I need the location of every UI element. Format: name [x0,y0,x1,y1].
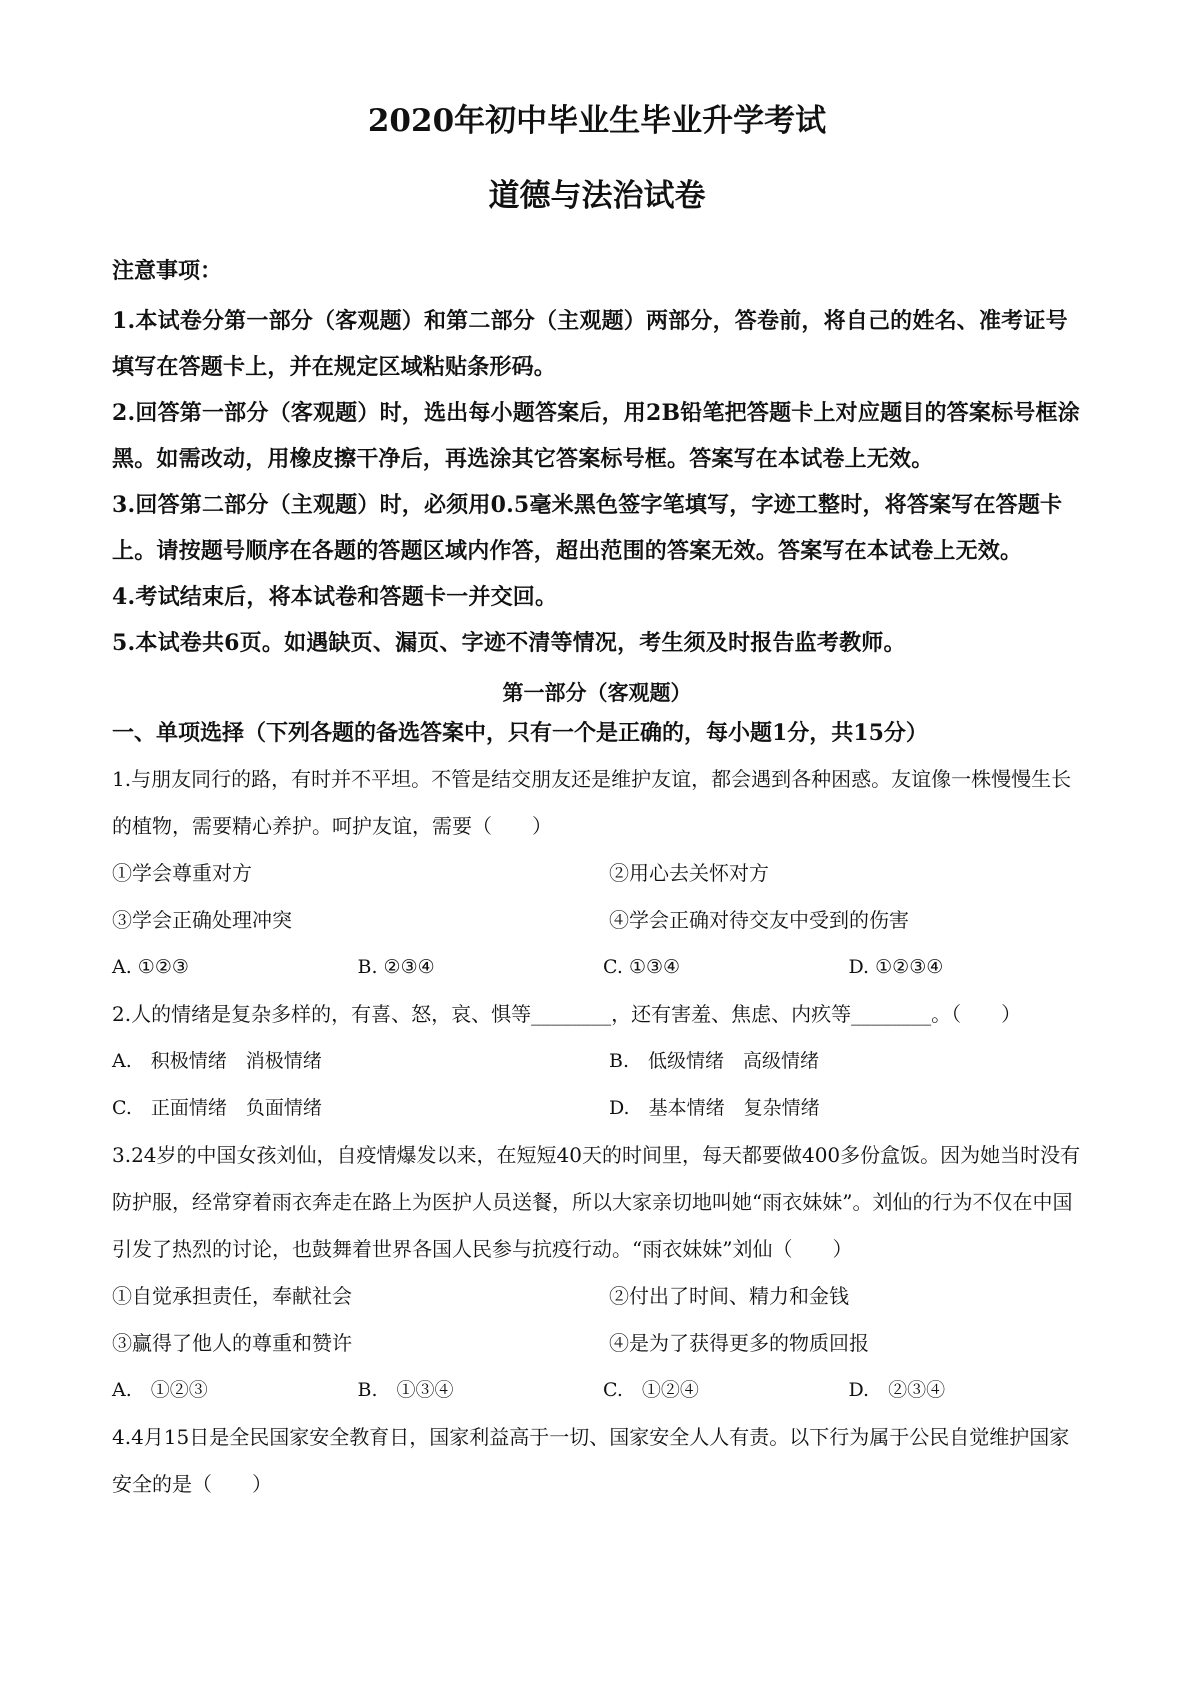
question-3 [112,1132,1082,1414]
question-4 [112,1414,1082,1508]
question-stem: 1.与朋友同行的路，有时并不平坦。不管是结交朋友还是维护友谊，都会遇到各种困惑。友谊像一株慢慢生长的植物，需要精心养护。呵护友谊，需要（ ） [112,767,1072,838]
statement-grid [112,850,1082,944]
question-stem: 2.人的情绪是复杂多样的，有喜、怒，哀、惧等________，还有害羞、焦虑、内疚等________。（ ） [112,1002,1022,1026]
exam-title: 2020年初中毕业生毕业升学考试 [367,103,827,139]
statement: ③学会正确处理冲突 [112,908,292,932]
notice-item: 5.本试卷共6页。如遇缺页、漏页、字迹不清等情况，考生须及时报告监考教师。 [112,630,906,656]
statement: ④学会正确对待交友中受到的伤害 [609,908,909,932]
notice-heading: 注意事项： [112,258,223,284]
answer-choice: A. ①②③ [112,956,189,978]
notice-item: 4.考试结束后，将本试卷和答题卡一并交回。 [112,584,558,610]
answer-choice: B. 低级情绪 高级情绪 [609,1050,820,1072]
answer-choice: C. ①②④ [603,1379,699,1401]
statement: ①自觉承担责任，奉献社会 [112,1284,352,1308]
answer-choice: D. ①②③④ [848,956,944,978]
exam-subtitle: 道德与法治试卷 [488,178,706,214]
question-2 [112,991,1082,1132]
answer-choices [112,1367,1082,1414]
answer-choice: A. ①②③ [112,1379,208,1401]
answer-choice: B. ②③④ [357,956,435,978]
part-one-title: 第一部分（客观题） [502,680,692,705]
statement: ②付出了时间、精力和金钱 [609,1284,849,1308]
notice-item: 3.回答第二部分（主观题）时，必须用0.5毫米黑色签字笔填写，字迹工整时，将答案写在答题卡上。请按题号顺序在各题的答题区域内作答，超出范围的答案无效。答案写在本试卷上无效。 [112,492,1063,564]
statement-grid [112,1273,1082,1367]
statement: ③赢得了他人的尊重和赞许 [112,1331,352,1355]
notice-list [112,298,1082,666]
answer-choice: D. 基本情绪 复杂情绪 [609,1097,820,1119]
answer-choice: C. ①③④ [603,956,681,978]
answer-choice: D. ②③④ [848,1379,946,1401]
answer-choices [112,944,1082,991]
question-stem: 3.24岁的中国女孩刘仙，自疫情爆发以来，在短短40天的时间里，每天都要做400多份盒饭。因为她当时没有防护服，经常穿着雨衣奔走在路上为医护人员送餐，所以大家亲切地叫她“雨衣妹妹”。刘仙的行为不仅在中国引发了热烈的讨论，也鼓舞着世界各国人民参与抗疫行动。“雨衣妹妹”刘仙（ ） [112,1143,1081,1261]
answer-choice: C. 正面情绪 负面情绪 [112,1097,322,1119]
answer-choice: A. 积极情绪 消极情绪 [112,1050,322,1072]
notice-item: 1.本试卷分第一部分（客观题）和第二部分（主观题）两部分，答卷前，将自己的姓名、准考证号填写在答题卡上，并在规定区域粘贴条形码。 [112,308,1068,380]
part-one-instruction: 一、单项选择（下列各题的备选答案中，只有一个是正确的，每小题1分，共15分） [112,720,928,746]
statement: ①学会尊重对方 [112,861,252,885]
answer-choices [112,1038,1082,1132]
question-stem: 4.4月15日是全民国家安全教育日，国家利益高于一切、国家安全人人有责。以下行为属于公民自觉维护国家安全的是（ ） [112,1425,1070,1496]
answer-choice: B. ①③④ [357,1379,454,1401]
statement: ②用心去关怀对方 [609,861,769,885]
notice-item: 2.回答第一部分（客观题）时，选出每小题答案后，用2B铅笔把答题卡上对应题目的答案标号框涂黑。如需改动，用橡皮擦干净后，再选涂其它答案标号框。答案写在本试卷上无效。 [112,400,1080,472]
statement: ④是为了获得更多的物质回报 [609,1331,869,1355]
question-1 [112,756,1082,991]
